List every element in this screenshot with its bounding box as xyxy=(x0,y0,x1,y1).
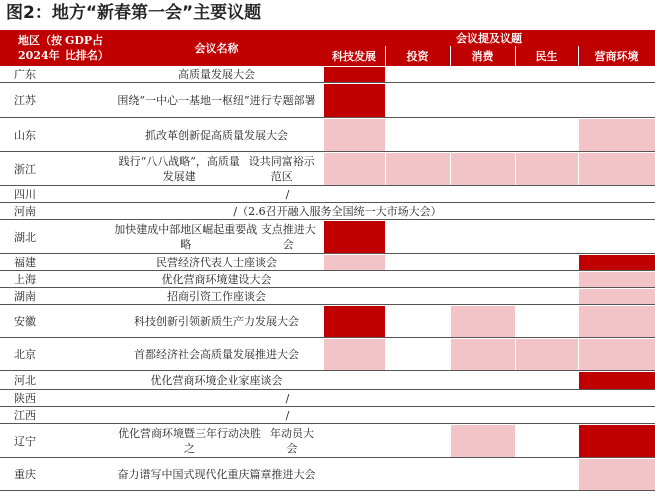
meeting-name xyxy=(114,220,319,254)
row-divider xyxy=(0,490,655,491)
topic-mark-light xyxy=(579,289,655,305)
text-line: 专题部署 xyxy=(271,94,316,107)
topic-mark-light xyxy=(324,119,385,152)
topic-mark-light xyxy=(324,153,385,186)
text-line: 支点推进大会 xyxy=(260,223,316,251)
region-cell: 四川 xyxy=(14,188,36,201)
header-topic-4: 营商环境 xyxy=(578,46,655,66)
text-line: 设共同富裕示范区 xyxy=(248,155,315,183)
region-cell: 浙江 xyxy=(14,162,36,176)
topic-mark-light xyxy=(579,459,655,491)
text-line: 优化营商环境暨三年行动决胜之 xyxy=(118,427,262,455)
header-topic-1: 投资 xyxy=(385,46,450,66)
meeting-name xyxy=(114,288,319,305)
region-cell: 福建 xyxy=(14,256,36,269)
topic-mark-light xyxy=(516,153,578,186)
topic-mark-strong xyxy=(579,372,655,390)
text-line: 围绕“一中心一基地一枢纽”进行 xyxy=(117,94,272,107)
topic-mark-light xyxy=(579,153,655,186)
text-line: 首都经济社会高质量发展推进大 xyxy=(134,348,288,361)
text-line: 民营经济代表人士座谈会 xyxy=(156,256,277,269)
header-topic-2: 消费 xyxy=(450,46,515,66)
text-line: 高质量发展大会 xyxy=(178,68,255,81)
topic-mark-light xyxy=(386,153,450,186)
header-topics-group: 会议提及议题 xyxy=(323,30,655,46)
text-line: /（2.6召开融入服务全国统一大市场大会） xyxy=(233,205,442,218)
region-cell: 广东 xyxy=(14,68,36,81)
text-line: 会 xyxy=(288,348,299,361)
topic-mark-light xyxy=(579,339,655,371)
topic-mark-light xyxy=(579,272,655,288)
topic-mark-light xyxy=(451,153,515,186)
topic-mark-strong xyxy=(324,221,385,254)
topic-mark-light xyxy=(516,339,578,371)
text-line: 优化营商环境企业家座谈会 xyxy=(150,374,283,387)
text-line: 奋力谱写中国式现代化重庆篇章 xyxy=(117,468,272,481)
figure-title: 图2：地方“新春第一会”主要议题 xyxy=(6,3,262,23)
meeting-name xyxy=(114,305,319,338)
topic-mark-strong xyxy=(579,255,655,271)
topic-mark-light xyxy=(579,306,655,338)
topic-mark-light xyxy=(579,119,655,152)
region-cell: 安徽 xyxy=(14,315,36,328)
region-cell: 湖南 xyxy=(14,290,36,303)
meeting-name xyxy=(114,66,319,83)
region-cell: 河北 xyxy=(14,374,36,387)
header-region xyxy=(0,30,110,66)
region-cell: 江西 xyxy=(14,409,36,422)
no-meeting-mark: / xyxy=(285,409,290,422)
region-cell: 陕西 xyxy=(14,392,36,405)
region-cell: 重庆 xyxy=(14,468,36,481)
header-divider xyxy=(578,46,579,66)
meeting-name xyxy=(114,271,319,288)
region-cell: 湖北 xyxy=(14,230,36,244)
topic-mark-light xyxy=(451,425,515,458)
text-line: 会 xyxy=(288,315,299,328)
header-divider xyxy=(450,46,451,66)
topic-mark-strong xyxy=(324,306,385,338)
topic-mark-light xyxy=(324,255,385,271)
region-cell: 北京 xyxy=(14,348,36,361)
text-line: 年动员大会 xyxy=(270,427,315,455)
text-line: 招商引资工作座谈会 xyxy=(167,290,266,303)
region-cell: 山东 xyxy=(14,128,36,142)
text-line: GDP占比排名） xyxy=(64,34,109,62)
meeting-name xyxy=(114,338,319,371)
header-divider xyxy=(515,46,516,66)
region-cell: 上海 xyxy=(14,273,36,286)
topic-mark-light xyxy=(451,339,515,371)
meeting-name xyxy=(114,371,319,390)
text-line: 践行“八八战略”，高质量发展建 xyxy=(118,155,240,183)
text-line: 抓改革创新促高质量发展大会 xyxy=(145,128,288,142)
meeting-name xyxy=(114,424,319,458)
text-line: 推进大会 xyxy=(271,468,316,481)
meeting-name xyxy=(114,83,319,118)
meeting-name xyxy=(114,118,319,152)
meeting-name xyxy=(114,458,319,491)
text-line: 科技创新引领新质生产力发展大 xyxy=(134,315,288,328)
region-cell: 辽宁 xyxy=(14,434,36,448)
text-line: 优化营商环境建设大会 xyxy=(161,273,272,286)
no-meeting-mark: / xyxy=(285,392,290,405)
region-cell: 江苏 xyxy=(14,94,36,107)
meeting-note xyxy=(110,203,565,220)
topic-mark-strong xyxy=(324,67,385,83)
header-topic-0: 科技发展 xyxy=(323,46,385,66)
topic-mark-light xyxy=(324,339,385,371)
header-topic-3: 民生 xyxy=(515,46,578,66)
meeting-name xyxy=(114,254,319,271)
meeting-name xyxy=(114,152,319,186)
topic-mark-strong xyxy=(324,84,385,118)
header-meeting: 会议名称 xyxy=(110,30,323,66)
no-meeting-mark: / xyxy=(285,188,290,201)
region-cell: 河南 xyxy=(14,205,36,218)
header-divider xyxy=(385,46,386,66)
topic-mark-strong xyxy=(579,425,655,458)
text-line: 加快建成中部地区崛起重要战略 xyxy=(114,223,258,251)
text-line: 地区（按2024年 xyxy=(18,34,62,62)
topic-mark-light xyxy=(451,306,515,338)
